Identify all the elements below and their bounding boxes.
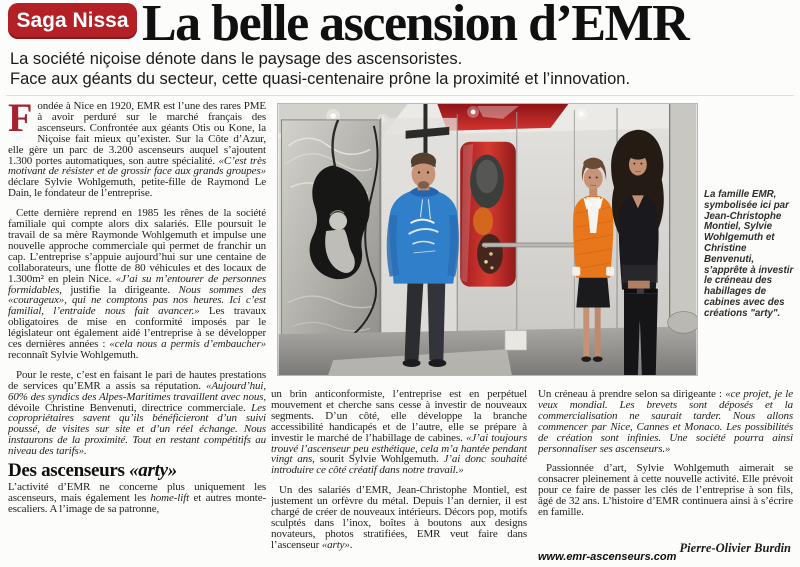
- subtitle-line-1: La société niçoise dénote dans le paysage des ascensoristes.: [10, 50, 463, 68]
- subtitle-line-2: Face aux géants du secteur, cette quasi-centenaire prône la proximité et l’innovation.: [10, 69, 631, 88]
- middle-paragraph-1: un brin anticonformiste, l’entreprise est en perpétuel mouvement et cherche sans cesse à investir de nouveaux segments. D’un côté, elle développe la branche accessibilité handicapés et de l’autre, elle se prépare à investir le marché de l’habillage de cabines. «J’ai toujours trouvé l’ascenseur peu esthétique, cela m’a hantée pendant vingt ans, sourit Sylvie Wohlgemuth. J’ai donc souhaité introduire ce côté créatif dans notre travail.»: [271, 389, 527, 477]
- metal-object: [668, 311, 697, 333]
- white-pedestal: [505, 330, 527, 350]
- right-paragraph-1: Un créneau à prendre selon sa dirigeante : «ce projet, je le veux mondial. Les brevets sont déposés et la commercialisation ne saurait tarder. Nous allons commencer par Nice, Cannes et Monaco. Les possibilités de création sont infinies. Une société pourra ainsi personnaliser ses ascenseurs.»: [538, 389, 793, 455]
- article-photo: [277, 103, 698, 376]
- showroom-photo-illustration: [278, 104, 697, 375]
- left-paragraph-3: Pour le reste, c’est en faisant le pari de hautes prestations de services qu’EMR a assis sa réputation. «Aujourd’hui, 60% des syndics des Alpes-Maritimes travaillent avec nous, dévoile Christine Benvenuti, directrice commerciale. Les copropriétaires savent qu’ils bénéficieront d’un suivi poussé, de visites sur site et d’un réel échange. Nous instaurons de la proximité. Tout en restant compétitifs au niveau des tarifs».: [8, 368, 266, 458]
- orange-reflection: [473, 207, 493, 235]
- left-paragraph-4: L’activité d’EMR ne concerne plus uniquement les ascenseurs, mais également les home-lift et autres monte-escaliers. A l’image de sa patronne,: [8, 481, 266, 515]
- middle-column: [271, 389, 527, 565]
- left-paragraph-1: Fondée à Nice en 1920, EMR est l’une des rares PME à avoir perduré sur le marché français des ascenseurs. Confrontée aux géants Otis ou Kone, la Niçoise fait mieux qu’exister. Sur la Côte d’Azur, elle gère un parc de 3.200 ascenseurs auquel s’ajoutent 1.300 portes automatiques, son autre spécialité. «C’est très motivant de résister et de grossir face aux grands groupes» déclare Sylvie Wohlgemuth, petite-fille de Raymond Le Dain, le fondateur de l’entreprise.: [8, 101, 266, 200]
- drop-cap: F: [8, 101, 33, 140]
- website-url: www.emr-ascenseurs.com: [538, 551, 677, 563]
- photo-caption: La famille EMR, symbolisée ici par Jean-Christophe Montiel, Sylvie Wohlgemuth et Christine Benvenuti, s’apprête à investir le créneau des habillages de cabines avec des créations "arty".: [704, 189, 794, 319]
- page-title: La belle ascension d’EMR: [142, 0, 689, 52]
- right-paragraph-2: Passionnée d’art, Sylvie Wohlgemuth aimerait se consacrer pleinement à cette nouvelle activité. Elle prévoit pour ce faire de passer les clés de l’entreprise à son fils, âgé de 32 ans. L’histoire d’EMR continuera ainsi à s’écrire en famille.: [538, 462, 793, 519]
- author-byline: Pierre-Olivier Burdin: [679, 541, 791, 555]
- left-paragraph-2: Cette dernière reprend en 1985 les rênes de la société familiale qui compte alors dix salariés. Elle poursuit le travail de sa mère Raymonde Wohlgemuth et impulse une nouvelle approche commerciale qui permet de franchir un cap. L’entreprise s’appuie aujourd’hui sur une centaine de collaborateurs, une flotte de 80 véhicules et des locaux de 1.300m² en plein Nice. «J’ai su m’entourer de personnes formidables, justifie la dirigeante. Nous sommes des «courageux», qui ne comptons pas nos heures. Ici c’est familial, l’entraide nous fait avancer.» Les travaux obligatoires de mise en conformité imposés par le législateur ont également aidé l’entreprise à se développer ces dernières années : «cela nous a permis d’embaucher» reconnaît Sylvie Wohlgemuth.: [8, 207, 266, 361]
- handrail: [482, 243, 581, 247]
- red-elevator-cabin: [460, 142, 516, 287]
- metal-art-panel: [282, 120, 380, 356]
- middle-paragraph-2: Un des salariés d’EMR, Jean-Christophe Montiel, est justement un orfèvre du métal. Depuis l’an dernier, il est chargé de créer de nouveaux intérieurs. Décors pop, motifs sculptés dans l’inox, boîtes à boutons aux designs novateurs, photos stratifiées, EMR veut faire dans l’ascenseur «arty».: [271, 484, 527, 551]
- header-divider: [6, 95, 794, 96]
- saga-badge: Saga Nissa: [8, 3, 137, 39]
- left-column: [8, 101, 266, 565]
- article-subtitle: [10, 50, 630, 89]
- right-column: [538, 389, 793, 539]
- section-heading: Des ascenseurs «arty»: [8, 460, 177, 482]
